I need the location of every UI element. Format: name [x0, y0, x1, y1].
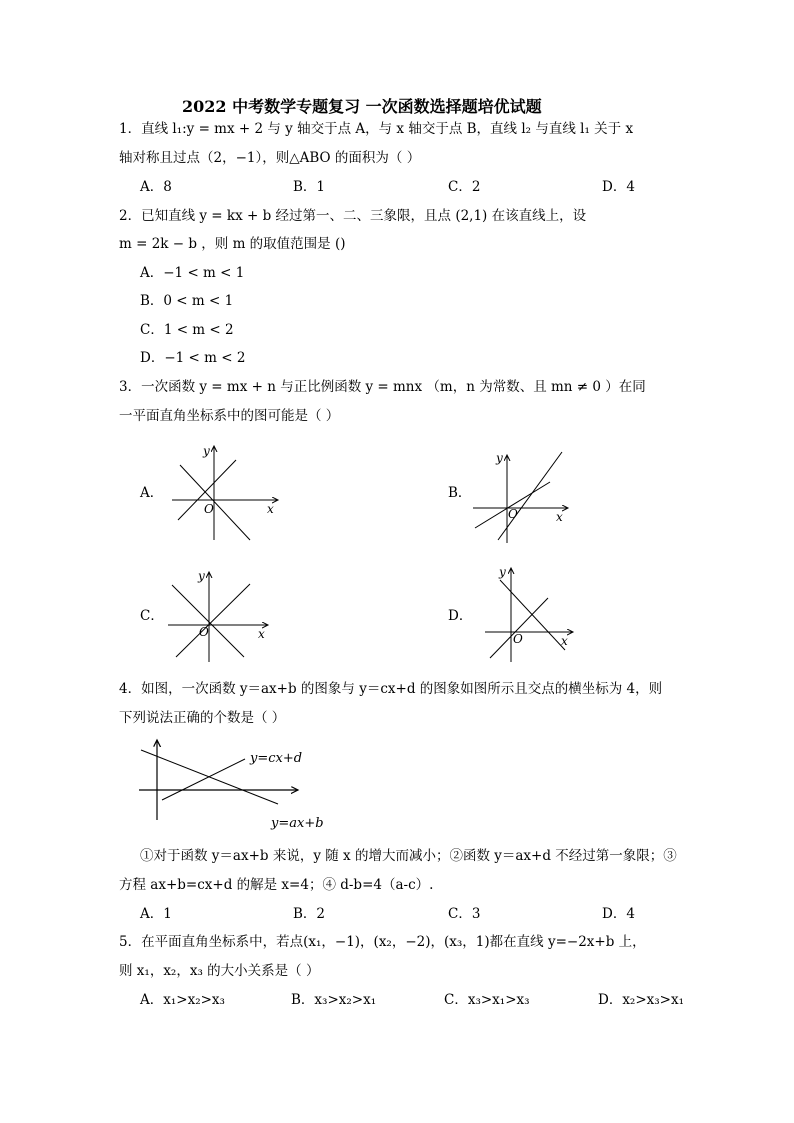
q5-option-a: A．x₁>x₂>x₃ [140, 992, 225, 1008]
q3-option-d: D． [448, 608, 473, 624]
graph-b [473, 451, 568, 543]
q2-option-b: B．0 < m < 1 [140, 293, 234, 309]
graph-a-x-label: x [267, 502, 274, 516]
graph-d-line-1 [500, 580, 565, 650]
q4-option-c: C．3 [448, 906, 481, 922]
page-title: 2022 中考数学专题复习 一次函数选择题培优试题 [182, 97, 542, 116]
graph-c [168, 569, 268, 662]
graph-d [485, 565, 573, 662]
graph-b-origin: O [508, 507, 518, 521]
q5-line2: 则 x₁，x₂，x₃ 的大小关系是（ ） [119, 963, 320, 979]
q4-line2: 下列说法正确的个数是（ ） [119, 710, 286, 726]
q4-label-cx-d: y=cx+d [250, 751, 303, 766]
graph-d-origin: O [513, 632, 523, 646]
graph-c-origin: O [199, 625, 209, 639]
q3-line1: 3．一次函数 y = mx + n 与正比例函数 y = mnx （m，n 为常数、且 mn ≠ 0 ）在同 [119, 379, 646, 395]
q1-option-d: D．4 [602, 179, 635, 195]
q1-option-a: A．8 [140, 179, 172, 195]
q4-option-d: D．4 [602, 906, 635, 922]
q3-option-b: B． [448, 485, 472, 501]
q3-option-c: C． [140, 608, 164, 624]
q2-option-d: D．−1 < m < 2 [140, 350, 246, 366]
graph-d-x-label: x [561, 634, 568, 648]
graph-c-y-label: y [198, 569, 205, 583]
graph-c-line-2 [176, 584, 250, 657]
q4-option-a: A．1 [140, 906, 172, 922]
graph-b-y-label: y [496, 451, 503, 465]
q3-line2: 一平面直角坐标系中的图可能是（ ） [119, 408, 340, 424]
q5-line1: 5．在平面直角坐标系中，若点(x₁，−1)，(x₂，−2)，(x₃，1)都在直线 y=−2x+b 上， [119, 934, 646, 950]
q1-option-c: C．2 [448, 179, 481, 195]
q5-option-b: B．x₃>x₂>x₁ [291, 992, 377, 1008]
q1-line2: 轴对称且过点（2，−1），则△ABO 的面积为（ ） [119, 150, 421, 166]
graph-b-line-1 [498, 452, 562, 540]
graph-c-line-1 [172, 585, 244, 657]
q4-option-b: B．2 [293, 906, 326, 922]
graph-c-x-label: x [258, 627, 265, 641]
graph-b-x-label: x [556, 510, 563, 524]
q2-line1: 2．已知直线 y = kx + b 经过第一、二、三象限，且点 (2,1) 在该直线上，设 [119, 208, 587, 224]
q1-option-b: B．1 [293, 179, 326, 195]
graph-d-y-label: y [499, 565, 506, 579]
q3-option-a: A． [140, 485, 164, 501]
q2-option-c: C．1 < m < 2 [140, 322, 234, 338]
graph-a-y-label: y [203, 444, 210, 458]
q4-line1: 4．如图，一次函数 y＝ax+b 的图象与 y＝cx+d 的图象如图所示且交点的横坐标为 4，则 [119, 681, 663, 697]
q4-label-ax-b: y=ax+b [271, 816, 324, 831]
graph-d-line-2 [490, 598, 548, 658]
graph-a-line-1 [180, 465, 250, 540]
q5-option-d: D．x₂>x₃>x₁ [598, 992, 685, 1008]
graph-b-line-2 [475, 482, 550, 528]
q4-line-cx-d [162, 759, 245, 800]
q2-option-a: A．−1 < m < 1 [140, 265, 245, 281]
q4-line4: 方程 ax+b=cx+d 的解是 x=4；④ d-b=4（a-c）. [119, 877, 434, 893]
q5-option-c: C．x₃>x₁>x₃ [444, 992, 530, 1008]
graph-a [172, 444, 278, 540]
graph-a-origin: O [204, 502, 214, 516]
q1-line1: 1．直线 l₁:y = mx + 2 与 y 轴交于点 A，与 x 轴交于点 B，直线 l₂ 与直线 l₁ 关于 x [119, 121, 634, 137]
q4-line3: ①对于函数 y＝ax+b 来说，y 随 x 的增大而减小；②函数 y＝ax+d 不经过第一象限；③ [140, 848, 677, 864]
q2-line2: m = 2k − b ，则 m 的取值范围是 () [119, 236, 346, 252]
q4-figure [139, 740, 324, 831]
